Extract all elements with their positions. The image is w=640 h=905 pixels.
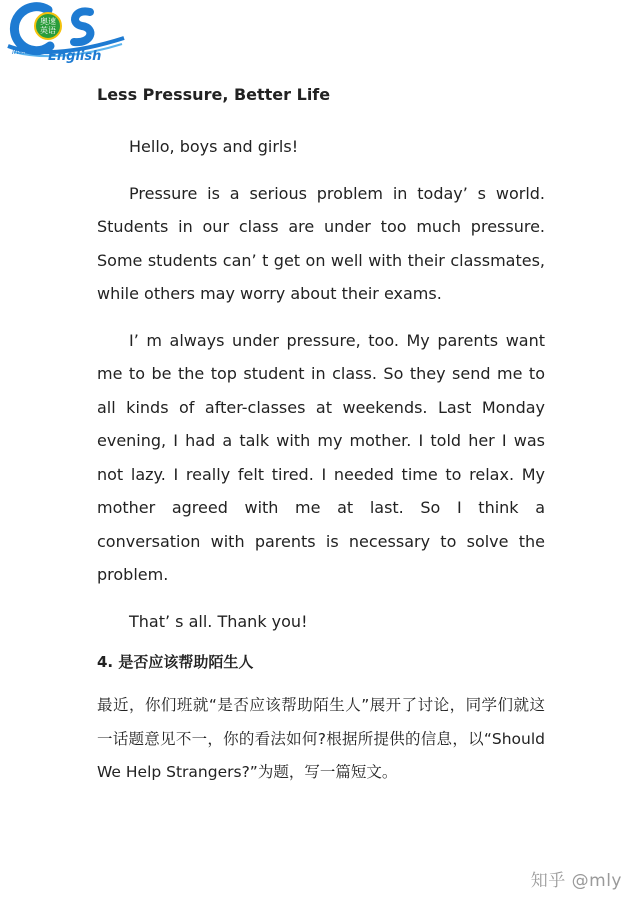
- logo-english-text: English: [48, 49, 102, 64]
- essay-paragraph-pressure: Pressure is a serious problem in today’ s world. Students in our class are under too much pressure. Some students can’ t get on well with their classmates, while others may worry about their exams.: [97, 183, 545, 303]
- instant-english-logo: [4, 2, 130, 66]
- document-body: [97, 84, 545, 790]
- section-4-prompt: 最近，你们班就“是否应该帮助陌生人”展开了讨论，同学们就这一话题意见不一，你的看法如何?根据所提供的信息，以“Should We Help Strangers?”为题，写一篇短文。: [97, 696, 545, 781]
- essay-paragraph-personal: I’ m always under pressure, too. My parents want me to be the top student in class. So they send me to all kinds of after-classes at weekends. Last Monday evening, I had a talk with my mother. I told her I was not lazy. I really felt tired. I needed time to relax. My mother agreed with me at last. So I think a conversation with parents is necessary to solve the problem.: [97, 330, 545, 584]
- logo-graphic: [4, 2, 130, 66]
- essay-title: Less Pressure, Better Life: [97, 85, 331, 104]
- section-4-heading: 4. 是否应该帮助陌生人: [97, 653, 254, 671]
- logo-badge-bottom: 英语: [40, 26, 56, 35]
- essay-paragraph-greeting: Hello, boys and girls!: [129, 137, 299, 156]
- logo-badge-top: 奥速: [40, 17, 56, 26]
- logo-instant-text: Instant: [12, 48, 37, 56]
- essay-paragraph-closing: That’ s all. Thank you!: [129, 611, 308, 631]
- zhihu-watermark: 知乎 @mly: [530, 871, 622, 891]
